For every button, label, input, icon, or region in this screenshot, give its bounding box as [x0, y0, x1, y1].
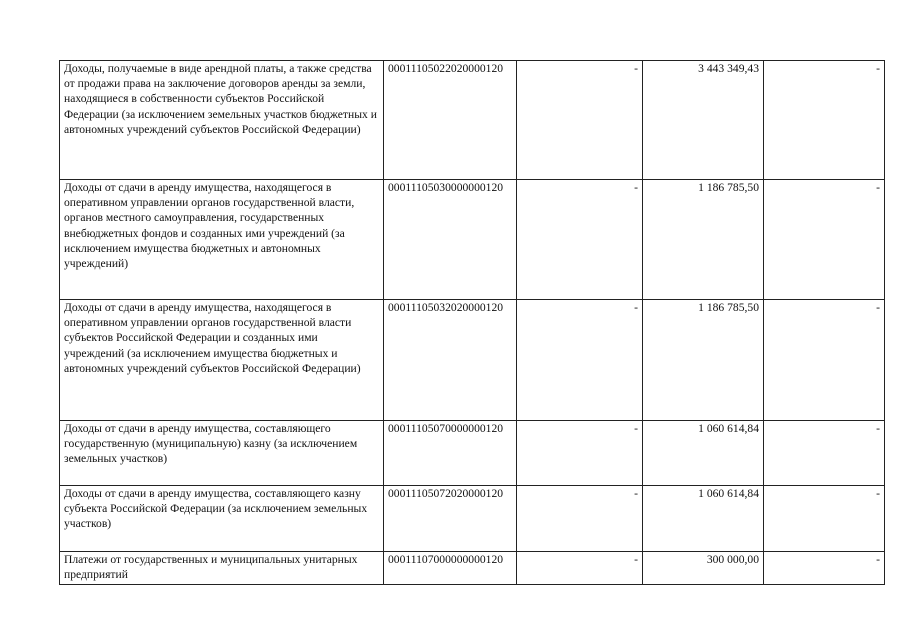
amount-cell: 300 000,00 [643, 552, 764, 585]
value-cell: - [764, 61, 885, 180]
value-cell: - [517, 552, 643, 585]
revenue-code-cell: 00011105030000000120 [384, 180, 517, 300]
table-row [60, 300, 885, 421]
revenue-code-cell: 00011105032020000120 [384, 300, 517, 421]
value-cell: - [764, 300, 885, 421]
revenue-code-cell: 00011105022020000120 [384, 61, 517, 180]
revenue-code-cell: 00011105070000000120 [384, 421, 517, 486]
value-cell: - [517, 421, 643, 486]
table-row [60, 421, 885, 486]
value-cell: - [764, 486, 885, 552]
amount-cell: 1 186 785,50 [643, 180, 764, 300]
revenue-table [59, 60, 885, 585]
revenue-name-cell: Доходы от сдачи в аренду имущества, находящегося в оперативном управлении органов государственной власти субъектов Российской Федерации и созданных ими учреждений (за исключением имущества бюджетных и автономных учреждений субъектов Российской Федерации) [60, 300, 384, 421]
table-row [60, 486, 885, 552]
value-cell: - [764, 180, 885, 300]
amount-cell: 3 443 349,43 [643, 61, 764, 180]
value-cell: - [517, 61, 643, 180]
revenue-name-cell: Доходы, получаемые в виде арендной платы, а также средства от продажи права на заключение договоров аренды за земли, находящиеся в собственности субъектов Российской Федерации (за исключением земельных участков бюджетных и автономных учреждений субъектов Российской Федерации) [60, 61, 384, 180]
value-cell: - [764, 552, 885, 585]
revenue-code-cell: 00011105072020000120 [384, 486, 517, 552]
value-cell: - [517, 300, 643, 421]
table-row [60, 552, 885, 585]
revenue-name-cell: Доходы от сдачи в аренду имущества, находящегося в оперативном управлении органов государственной власти, органов местного самоуправления, государственных внебюджетных фондов и созданных ими учреждений (за исключением имущества бюджетных и автономных учреждений) [60, 180, 384, 300]
table-row [60, 180, 885, 300]
amount-cell: 1 060 614,84 [643, 421, 764, 486]
value-cell: - [764, 421, 885, 486]
revenue-name-cell: Доходы от сдачи в аренду имущества, составляющего государственную (муниципальную) казну (за исключением земельных участков) [60, 421, 384, 486]
amount-cell: 1 060 614,84 [643, 486, 764, 552]
revenue-code-cell: 00011107000000000120 [384, 552, 517, 585]
table-row [60, 61, 885, 180]
revenue-name-cell: Платежи от государственных и муниципальных унитарных предприятий [60, 552, 384, 585]
revenue-name-cell: Доходы от сдачи в аренду имущества, составляющего казну субъекта Российской Федерации (за исключением земельных участков) [60, 486, 384, 552]
value-cell: - [517, 180, 643, 300]
value-cell: - [517, 486, 643, 552]
amount-cell: 1 186 785,50 [643, 300, 764, 421]
